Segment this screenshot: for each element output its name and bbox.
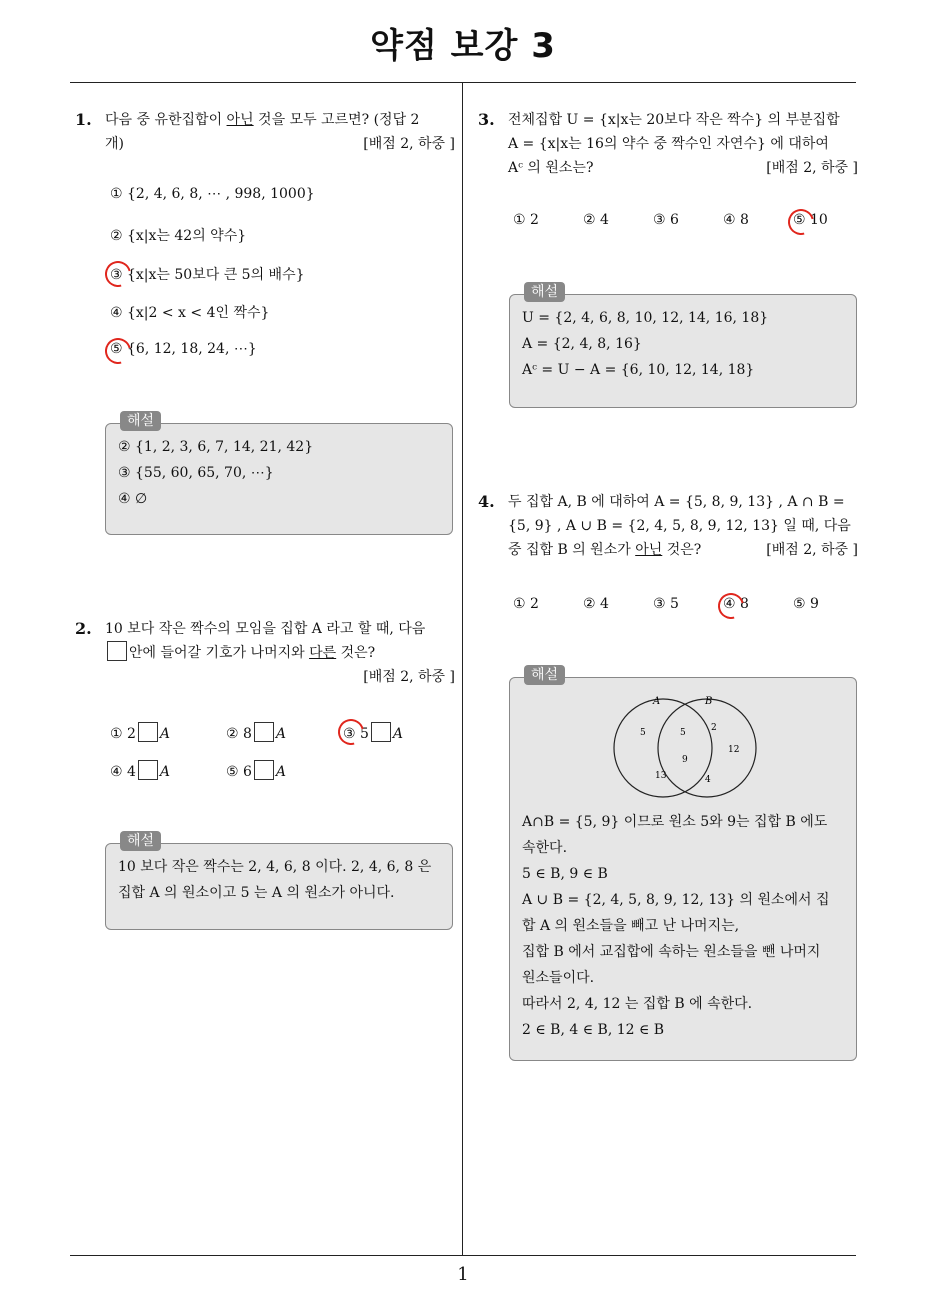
score-meta: [배점 2, 하중 ] xyxy=(766,160,858,176)
choice-4[interactable] xyxy=(110,302,269,322)
question-1 xyxy=(75,108,455,156)
venn-element: 4 xyxy=(705,775,711,785)
choice-5[interactable] xyxy=(110,341,257,357)
choice-label: ① 2 xyxy=(513,596,539,612)
choice-label: ① 2 xyxy=(110,726,136,742)
question-text: 두 집합 A, B 에 대하여 A = {5, 8, 9, 13} , A ∩ B = xyxy=(508,494,845,510)
answer-mark-icon xyxy=(713,588,749,624)
choice-label: ② 8 xyxy=(226,726,252,742)
answer-mark-icon xyxy=(783,204,819,240)
page-title: 약점 보강 3 xyxy=(370,26,556,66)
choice-2[interactable] xyxy=(226,722,286,742)
solution-box xyxy=(509,667,857,1061)
choice-2[interactable] xyxy=(583,212,609,228)
question-text xyxy=(105,108,455,132)
solution-line: ② {1, 2, 3, 6, 7, 14, 21, 42} xyxy=(118,439,314,455)
venn-element: 12 xyxy=(728,745,740,755)
solution-line: A = {2, 4, 8, 16} xyxy=(522,336,642,352)
set-symbol: A xyxy=(275,726,287,742)
solution-box xyxy=(105,413,453,535)
choice-label: ⑤ {6, 12, 18, 24, ⋯} xyxy=(110,341,257,357)
text: 다음 중 유한집합이 xyxy=(105,112,227,128)
choice-1[interactable] xyxy=(513,596,539,612)
solution-line: 10 보다 작은 짝수는 2, 4, 6, 8 이다. 2, 4, 6, 8 은 xyxy=(118,859,432,875)
venn-label-a: A xyxy=(653,696,661,707)
text: Aᶜ 의 원소는? xyxy=(508,160,594,176)
solution-line: U = {2, 4, 6, 8, 10, 12, 14, 16, 18} xyxy=(522,310,769,326)
set-symbol: A xyxy=(159,764,171,780)
choice-1[interactable] xyxy=(110,722,170,742)
solution-line: 집합 A 의 원소이고 5 는 A 의 원소가 아니다. xyxy=(118,885,395,901)
question-number: 3. xyxy=(478,110,495,129)
blank-box xyxy=(254,722,274,742)
choice-4[interactable] xyxy=(110,760,170,780)
solution-box xyxy=(105,833,453,930)
question-number: 2. xyxy=(75,619,92,638)
solution-line: 집합 B 에서 교집합에 속하는 원소들을 뺀 나머지 xyxy=(522,944,821,960)
solution-line: 합 A 의 원소들을 빼고 난 나머지는, xyxy=(522,918,740,934)
solution-box xyxy=(509,284,857,408)
choice-1[interactable] xyxy=(110,186,315,202)
venn-element: 13 xyxy=(655,771,667,781)
choice-3[interactable] xyxy=(343,722,403,742)
underlined-word: 다른 xyxy=(309,645,337,661)
set-symbol: A xyxy=(275,764,287,780)
choice-label: ④ {x|2 < x < 4인 짝수} xyxy=(110,305,270,321)
solution-line: A∩B = {5, 9} 이므로 원소 5와 9는 집합 B 에도 xyxy=(522,814,828,830)
set-symbol: A xyxy=(392,726,404,742)
choice-label: ⑤ 9 xyxy=(793,596,819,612)
solution-line: 2 ∈ B, 4 ∈ B, 12 ∈ B xyxy=(522,1022,665,1038)
choice-label: ⑤ 6 xyxy=(226,764,252,780)
question-2 xyxy=(75,617,455,689)
choice-label: ④ 8 xyxy=(723,596,749,612)
question-text: {5, 9} , A ∪ B = {2, 4, 5, 8, 9, 12, 13} 일 때, 다음 xyxy=(508,518,851,534)
page-number: 1 xyxy=(457,1264,469,1285)
solution-line: 속한다. xyxy=(522,840,568,856)
venn-element: 5 xyxy=(680,728,686,738)
choice-label: ① 2 xyxy=(513,212,539,228)
solution-line: 5 ∈ B, 9 ∈ B xyxy=(522,866,608,882)
column-divider xyxy=(462,83,463,1255)
answer-mark-icon xyxy=(100,333,136,369)
choice-1[interactable] xyxy=(513,212,539,228)
question-number: 4. xyxy=(478,492,495,511)
underlined-word: 아닌 xyxy=(635,542,663,558)
choice-label: ③ 5 xyxy=(653,596,679,612)
blank-box xyxy=(138,722,158,742)
choice-label: ③ {x|x는 50보다 큰 5의 배수} xyxy=(110,267,305,283)
choice-4[interactable] xyxy=(723,596,749,612)
choice-label: ④ 8 xyxy=(723,212,749,228)
text: 것을 모두 고르면? (정답 2 xyxy=(253,112,420,128)
set-symbol: A xyxy=(159,726,171,742)
choice-label: ② 4 xyxy=(583,596,609,612)
venn-element: 5 xyxy=(640,728,646,738)
blank-box xyxy=(107,641,127,661)
blank-box xyxy=(138,760,158,780)
choice-label: ④ 4 xyxy=(110,764,136,780)
text: 중 집합 B 의 원소가 xyxy=(508,542,636,558)
underlined-word: 아닌 xyxy=(226,112,254,128)
question-text: A = {x|x는 16의 약수 중 짝수인 자연수} 에 대하여 xyxy=(508,136,829,152)
solution-line: Aᶜ = U − A = {6, 10, 12, 14, 18} xyxy=(522,362,755,378)
answer-mark-icon xyxy=(100,256,136,292)
solution-line: ④ ∅ xyxy=(118,491,148,507)
solution-line: 원소들이다. xyxy=(522,970,595,986)
set-a-circle xyxy=(614,699,712,797)
text: 것은? xyxy=(662,542,702,558)
text: 안에 들어갈 기호가 나머지와 xyxy=(129,645,310,661)
choice-5[interactable] xyxy=(793,596,819,612)
blank-box xyxy=(254,760,274,780)
choice-5[interactable] xyxy=(793,212,828,228)
question-4 xyxy=(478,490,858,562)
venn-element: 2 xyxy=(711,723,717,733)
choice-2[interactable] xyxy=(583,596,609,612)
choice-5[interactable] xyxy=(226,760,286,780)
question-3 xyxy=(478,108,858,180)
solution-tag: 해설 xyxy=(524,282,565,302)
question-text: 전체집합 U = {x|x는 20보다 작은 짝수} 의 부분집합 xyxy=(508,112,840,128)
text: 개) xyxy=(105,136,124,152)
choice-label: ① {2, 4, 6, 8, ⋯ , 998, 1000} xyxy=(110,186,315,202)
choice-label: ⑤ 10 xyxy=(793,212,828,228)
blank-box xyxy=(371,722,391,742)
choice-3[interactable] xyxy=(653,596,679,612)
choice-label: ② {x|x는 42의 약수} xyxy=(110,228,247,244)
answer-mark-icon xyxy=(333,714,369,750)
score-meta: [배점 2, 하중 ] xyxy=(363,136,455,152)
choice-4[interactable] xyxy=(723,212,749,228)
footer-rule xyxy=(70,1255,856,1256)
solution-tag: 해설 xyxy=(120,411,161,431)
solution-line: ③ {55, 60, 65, 70, ⋯} xyxy=(118,465,274,481)
choice-2[interactable] xyxy=(110,225,246,245)
score-meta: [배점 2, 하중 ] xyxy=(363,669,455,685)
choice-3[interactable] xyxy=(653,212,679,228)
venn-label-b: B xyxy=(705,696,713,707)
header-rule xyxy=(70,82,856,83)
text: 것은? xyxy=(336,645,376,661)
solution-line: 따라서 2, 4, 12 는 집합 B 에 속한다. xyxy=(522,996,753,1012)
venn-diagram xyxy=(510,690,856,810)
solution-tag: 해설 xyxy=(524,665,565,685)
solution-tag: 해설 xyxy=(120,831,161,851)
question-number: 1. xyxy=(75,110,92,129)
venn-element: 9 xyxy=(682,755,688,765)
choice-label: ③ 6 xyxy=(653,212,679,228)
choice-label: ③ 5 xyxy=(343,726,369,742)
choice-label: ② 4 xyxy=(583,212,609,228)
question-text: 10 보다 작은 짝수의 모임을 집합 A 라고 할 때, 다음 xyxy=(105,621,426,637)
choice-3[interactable] xyxy=(110,264,305,284)
solution-line: A ∪ B = {2, 4, 5, 8, 9, 12, 13} 의 원소에서 집 xyxy=(522,892,830,908)
score-meta: [배점 2, 하중 ] xyxy=(766,542,858,558)
